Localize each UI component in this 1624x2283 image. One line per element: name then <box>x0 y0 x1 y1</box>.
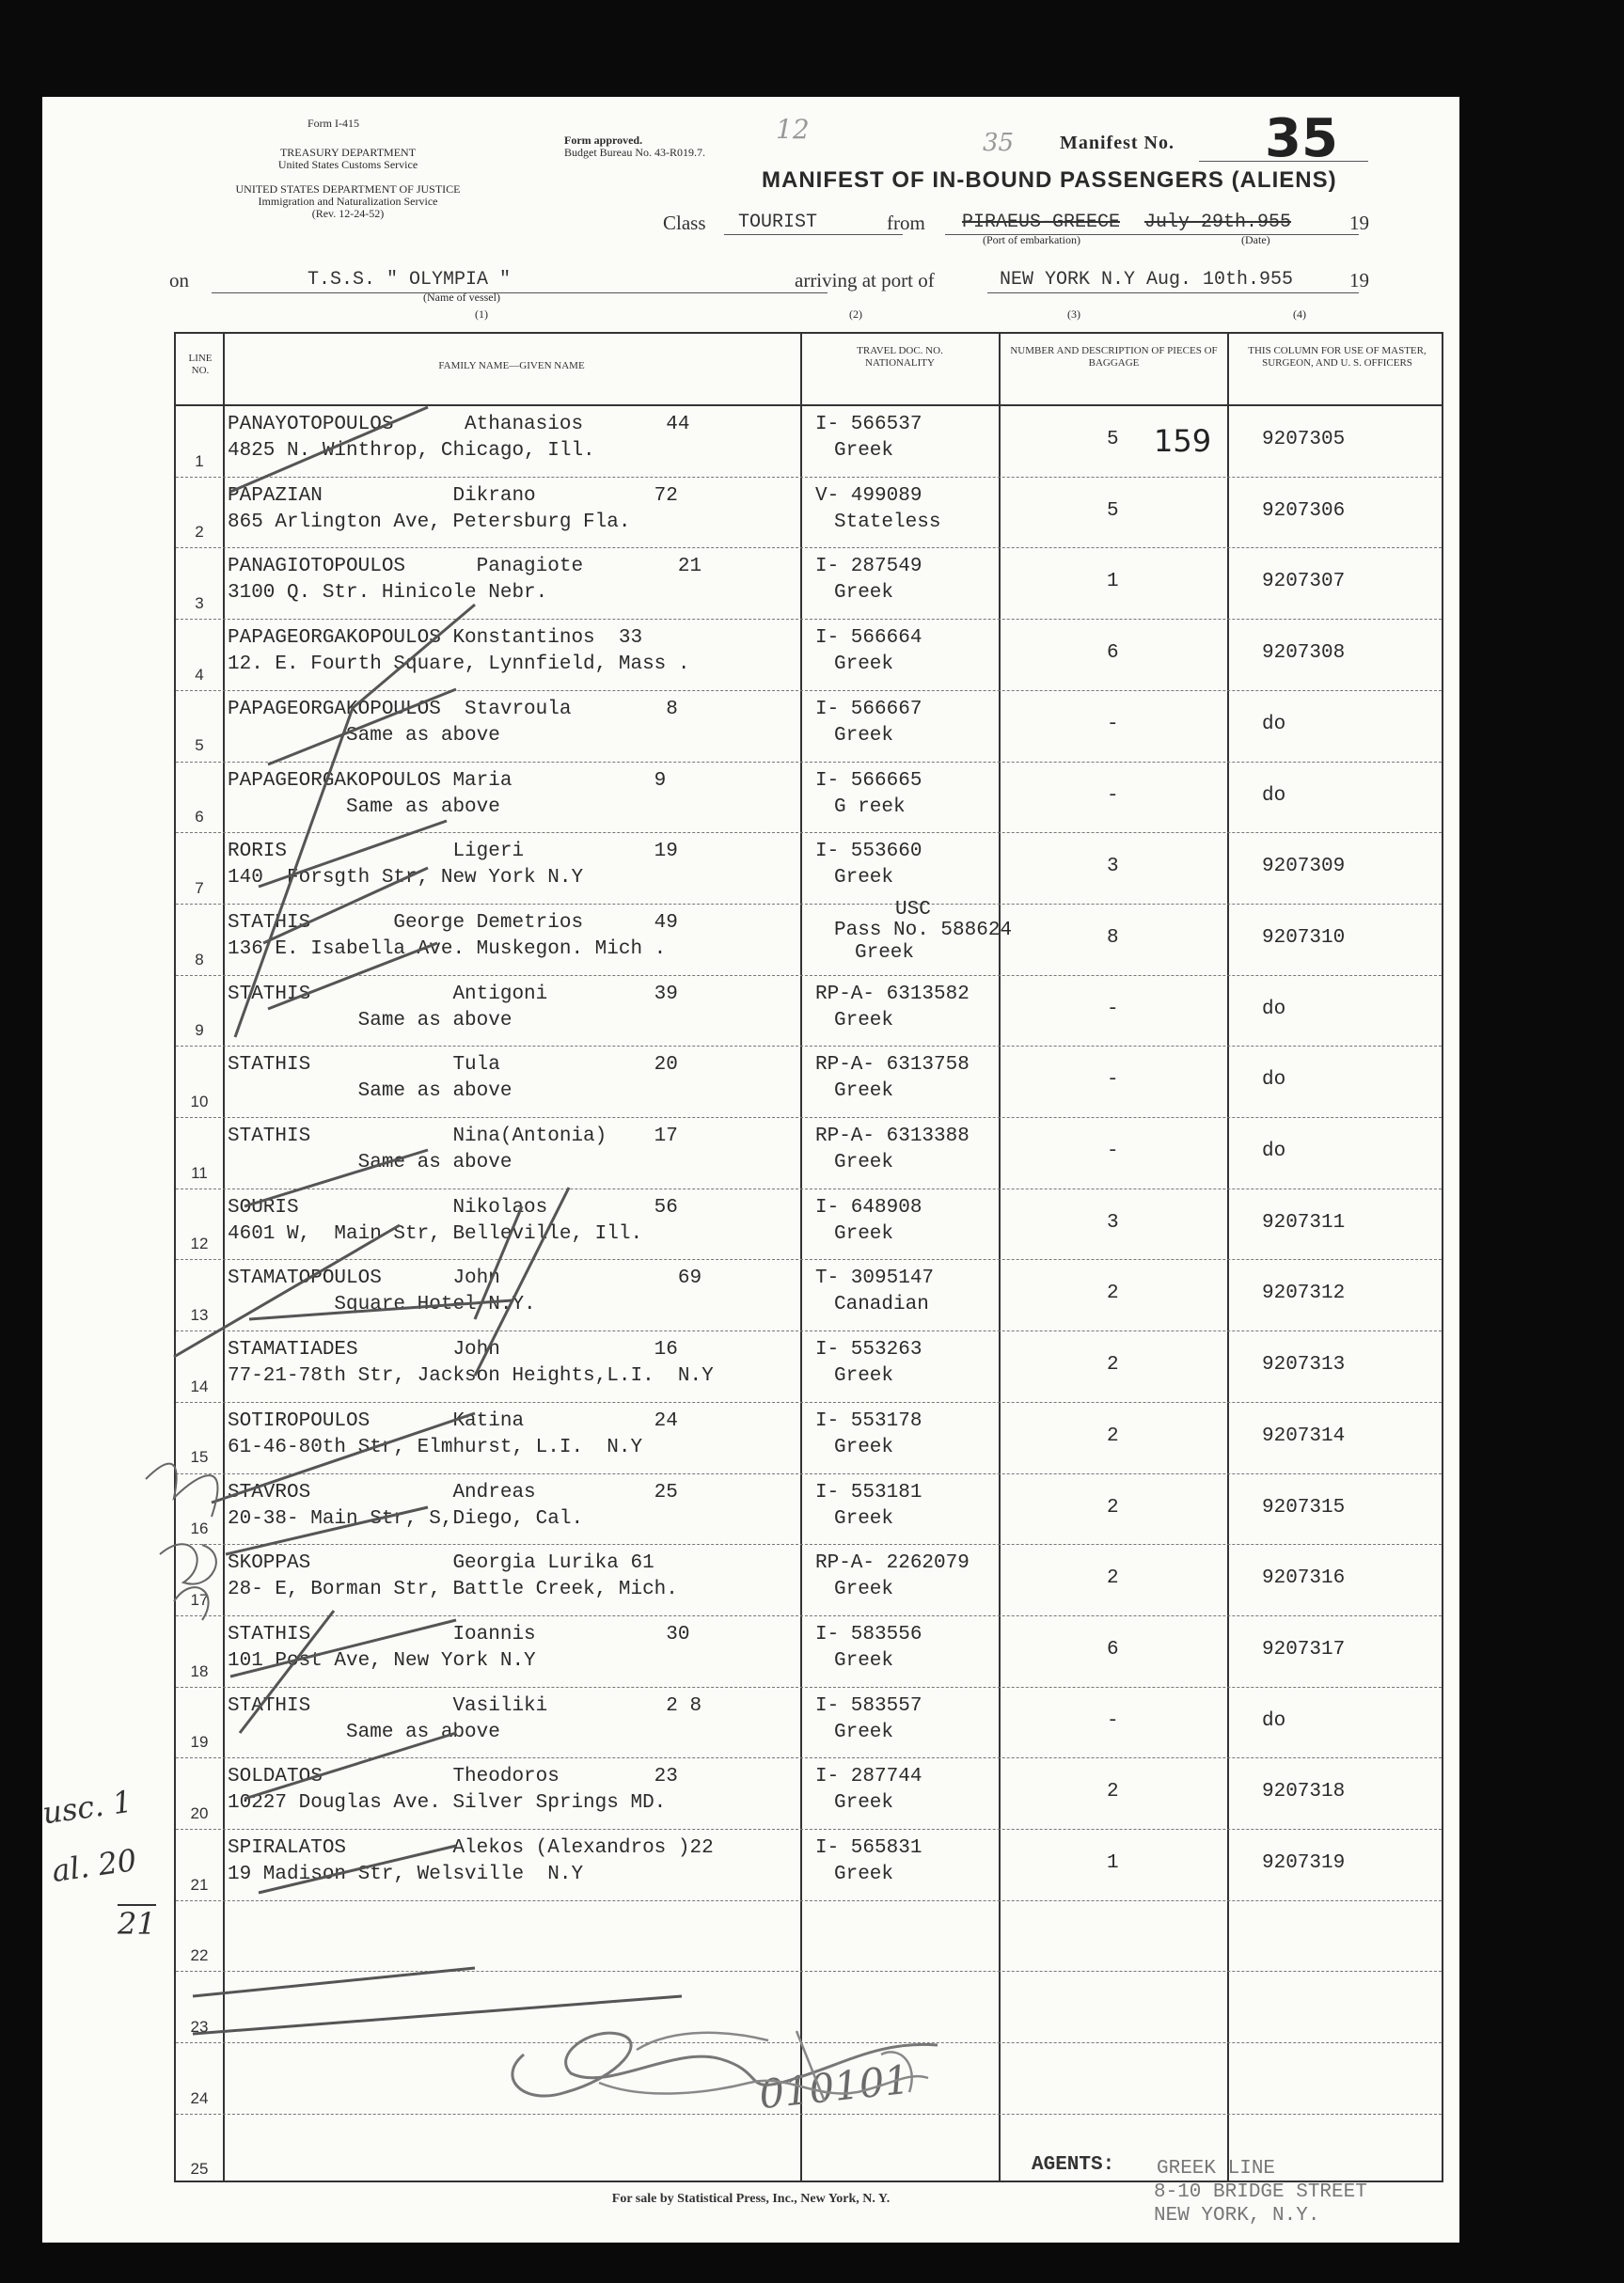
travel-doc-number: RP-A- 6313758 <box>815 1054 970 1077</box>
officer-code: 9207307 <box>1262 571 1346 593</box>
agents-line-3: NEW YORK, N.Y. <box>1154 2205 1320 2227</box>
passenger-name: PAPAGEORGAKOPOULOS Stavroula 8 <box>228 698 678 720</box>
travel-doc-number: I- 565831 <box>815 1837 922 1859</box>
officer-code: 9207310 <box>1262 926 1346 949</box>
vessel-name: T.S.S. " OLYMPIA " <box>307 269 512 291</box>
travel-doc-number: I- 287549 <box>815 556 922 578</box>
passenger-name: STATHIS Nina(Antonia) 17 <box>228 1126 678 1147</box>
line-number: 25 <box>190 2160 209 2179</box>
line-number: 24 <box>190 2088 209 2107</box>
travel-doc-number: RP-A- 6313582 <box>815 983 970 1005</box>
budget-bureau: Budget Bureau No. 43-R019.7. <box>564 146 705 159</box>
baggage-count: - <box>1107 713 1119 735</box>
passenger-name: SOURIS Nikolaos 56 <box>228 1196 678 1219</box>
pencil-mark-35: 35 <box>983 129 1015 157</box>
passenger-address: Same as above <box>228 1721 500 1743</box>
officer-code: do <box>1262 784 1286 807</box>
page-mark: 159 <box>1154 423 1212 459</box>
travel-doc-number: I- 553660 <box>815 841 922 863</box>
line-number: 12 <box>190 1235 209 1253</box>
travel-doc-number: V- 499089 <box>815 484 922 507</box>
form-number: Form I-415 <box>307 117 359 130</box>
officer-code: do <box>1262 998 1286 1020</box>
nationality: Greek <box>834 653 894 676</box>
officer-code: do <box>1262 1141 1286 1162</box>
arriving-label: arriving at port of <box>795 269 935 291</box>
baggage-count: 5 <box>1107 499 1119 522</box>
passenger-address: Same as above <box>228 795 500 818</box>
passenger-address: 3100 Q. Str. Hinicole Nebr. <box>228 582 548 605</box>
column-4-marker: (4) <box>1293 307 1306 321</box>
line-number: 19 <box>190 1733 209 1752</box>
passenger-address: 61-46-80th Str, Elmhurst, L.I. N.Y <box>228 1436 643 1458</box>
passenger-name: STATHIS George Demetrios 49 <box>228 911 678 934</box>
passenger-address: Same as above <box>228 1152 512 1173</box>
nationality: Greek <box>834 1721 894 1743</box>
travel-doc-number-2: Pass No. 588624 <box>834 919 1013 941</box>
baggage-count: 1 <box>1107 1852 1119 1874</box>
nationality: Greek <box>834 1222 894 1245</box>
officer-code: do <box>1262 1709 1286 1732</box>
passenger-name: RORIS Ligeri 19 <box>228 841 678 863</box>
line-number: 20 <box>190 1803 209 1822</box>
line-number: 6 <box>195 808 204 827</box>
passenger-name: PAPAGEORGAKOPOULOS Maria 9 <box>228 769 667 792</box>
passenger-address: Same as above <box>228 1080 512 1103</box>
margin-note-al: al. 20 <box>49 1841 139 1890</box>
travel-doc-number: I- 648908 <box>815 1196 922 1219</box>
line-number: 5 <box>195 736 204 755</box>
class-line <box>724 234 903 235</box>
baggage-count: - <box>1107 998 1119 1020</box>
embarkation-date: July 29th.955 <box>1144 212 1292 233</box>
officer-code: 9207312 <box>1262 1283 1346 1305</box>
treasury-department: TREASURY DEPARTMENT <box>279 146 417 159</box>
line-number: 7 <box>195 878 204 897</box>
ins-service: Immigration and Naturalization Service <box>258 195 438 208</box>
passenger-name: STAVROS Andreas 25 <box>228 1481 678 1504</box>
pencil-mark-12: 12 <box>776 114 810 145</box>
col-header-name: FAMILY NAME—GIVEN NAME <box>438 360 585 371</box>
nationality: Greek <box>834 1507 894 1530</box>
officer-code: 9207318 <box>1262 1781 1346 1803</box>
passenger-address: 10227 Douglas Ave. Silver Springs MD. <box>228 1792 667 1815</box>
travel-doc-number: I- 553178 <box>815 1409 922 1432</box>
line-number: 10 <box>190 1092 209 1110</box>
officer-code: 9207308 <box>1262 642 1346 665</box>
passenger-name: STATHIS Tula 20 <box>228 1054 678 1077</box>
nationality: Greek <box>834 440 894 462</box>
officer-code: 9207309 <box>1262 856 1346 878</box>
travel-doc-number: I- 583557 <box>815 1694 922 1717</box>
col-header-baggage: NUMBER AND DESCRIPTION OF PIECES OF BAGGAGE <box>1010 345 1218 369</box>
travel-doc-number: USC <box>895 898 931 921</box>
passenger-address: 12. E. Fourth Square, Lynnfield, Mass . <box>228 653 690 676</box>
nationality: Greek <box>834 582 894 605</box>
on-label: on <box>169 269 189 291</box>
line-number: 16 <box>190 1519 209 1538</box>
year-prefix: 19 <box>1349 212 1369 234</box>
line-number: 21 <box>190 1875 209 1894</box>
officer-code: 9207317 <box>1262 1638 1346 1661</box>
baggage-count: - <box>1107 1069 1119 1092</box>
nationality: Greek <box>855 941 915 964</box>
col-header-travel-doc: TRAVEL DOC. NO. NATIONALITY <box>857 345 943 369</box>
officer-code: 9207311 <box>1262 1211 1346 1234</box>
passenger-name: SOLDATOS Theodoros 23 <box>228 1766 678 1788</box>
passenger-name: STAMATOPOULOS John 69 <box>228 1267 702 1290</box>
col-header-line-no: LINE NO. <box>188 353 213 376</box>
line-number: 9 <box>195 1021 204 1040</box>
baggage-count: 2 <box>1107 1354 1119 1377</box>
baggage-count: 3 <box>1107 1211 1119 1234</box>
baggage-count: 1 <box>1107 571 1119 593</box>
officer-code: 9207315 <box>1262 1496 1346 1519</box>
pencil-total: 010101 <box>756 2055 912 2118</box>
date-caption: (Date) <box>1241 233 1270 246</box>
manifest-sheet <box>39 97 1459 2243</box>
col-header-officers: THIS COLUMN FOR USE OF MASTER, SURGEON, AND U. S. OFFICERS <box>1248 345 1427 369</box>
nationality: G reek <box>834 795 906 818</box>
passenger-name: STAMATIADES John 16 <box>228 1339 678 1362</box>
nationality: Greek <box>834 1365 894 1388</box>
passenger-address: Same as above <box>228 724 500 747</box>
justice-department: UNITED STATES DEPARTMENT OF JUSTICE <box>235 182 461 196</box>
baggage-count: 5 <box>1107 429 1119 450</box>
passenger-address: Same as above <box>228 1009 512 1031</box>
embarkation-port: PIRAEUS-GREECE <box>962 212 1121 233</box>
line-number: 8 <box>195 950 204 968</box>
travel-doc-number: RP-A- 2262079 <box>815 1552 970 1575</box>
nationality: Stateless <box>834 511 941 533</box>
travel-doc-number: T- 3095147 <box>815 1267 935 1290</box>
passenger-name: SOTIROPOULOS Katina 24 <box>228 1409 678 1432</box>
line-number: 22 <box>190 1946 209 1965</box>
nationality: Greek <box>834 1649 894 1672</box>
line-number: 14 <box>190 1377 209 1395</box>
year-prefix-2: 19 <box>1349 269 1369 291</box>
nationality: Greek <box>834 1152 894 1173</box>
officer-code: 9207314 <box>1262 1425 1346 1447</box>
passenger-name: PAPAGEORGAKOPOULOS Konstantinos 33 <box>228 627 643 650</box>
officer-code: 9207306 <box>1262 499 1346 522</box>
nationality: Greek <box>834 1080 894 1103</box>
passenger-name: SPIRALATOS Alekos (Alexandros )22 <box>228 1837 714 1859</box>
nationality: Greek <box>834 1864 894 1885</box>
manifest-number-label: Manifest No. <box>1060 133 1175 153</box>
form-approved: Form approved. <box>564 134 643 147</box>
agents-line-1: GREEK LINE <box>1157 2158 1276 2180</box>
baggage-count: 6 <box>1107 1638 1119 1661</box>
from-label: from <box>887 212 925 234</box>
officer-code: 9207319 <box>1262 1852 1346 1874</box>
passenger-name: SKOPPAS Georgia Lurika 61 <box>228 1552 654 1575</box>
line-number: 18 <box>190 1661 209 1680</box>
passenger-address: 4825 N. Winthrop, Chicago, Ill. <box>228 440 595 462</box>
travel-doc-number: I- 583556 <box>815 1623 922 1645</box>
travel-doc-number: I- 566664 <box>815 627 922 650</box>
nationality: Greek <box>834 1792 894 1815</box>
arrival-line <box>987 292 1359 293</box>
passenger-name: STATHIS Vasiliki 2 8 <box>228 1694 702 1717</box>
nationality: Greek <box>834 724 894 747</box>
line-number: 3 <box>195 594 204 613</box>
passenger-address: 77-21-78th Str, Jackson Heights,L.I. N.Y <box>228 1365 714 1388</box>
travel-doc-number: RP-A- 6313388 <box>815 1126 970 1147</box>
nationality: Greek <box>834 1009 894 1031</box>
line-number: 13 <box>190 1306 209 1325</box>
line-number: 4 <box>195 665 204 684</box>
baggage-count: - <box>1107 1141 1119 1162</box>
travel-doc-number: I- 566665 <box>815 769 922 792</box>
nationality: Greek <box>834 1436 894 1458</box>
officer-code: 9207316 <box>1262 1567 1346 1590</box>
port-caption: (Port of embarkation) <box>983 233 1080 246</box>
baggage-count: - <box>1107 1709 1119 1732</box>
customs-service: United States Customs Service <box>277 158 418 171</box>
line-number: 11 <box>191 1163 208 1182</box>
line-number: 23 <box>190 2018 209 2037</box>
arrival-port: NEW YORK N.Y Aug. 10th.955 <box>1000 269 1294 291</box>
officer-code: 9207305 <box>1262 429 1346 450</box>
nationality: Greek <box>834 1579 894 1601</box>
passenger-name: STATHIS Ioannis 30 <box>228 1623 690 1645</box>
passenger-name: STATHIS Antigoni 39 <box>228 983 678 1005</box>
travel-doc-number: I- 287744 <box>815 1766 922 1788</box>
column-2-marker: (2) <box>849 307 862 321</box>
passenger-address: 140 Forsgth Str, New York N.Y <box>228 867 584 890</box>
passenger-address: 136 E. Isabella Ave. Muskegon. Mich . <box>228 937 667 960</box>
passenger-address: 28- E, Borman Str, Battle Creek, Mich. <box>228 1579 678 1601</box>
margin-note-usc: usc. 1 <box>39 1783 134 1832</box>
officer-code: do <box>1262 713 1286 735</box>
manifest-number-line <box>1199 161 1368 162</box>
agents-label: AGENTS: <box>1032 2154 1115 2176</box>
baggage-count: 2 <box>1107 1496 1119 1519</box>
vessel-caption: (Name of vessel) <box>423 291 500 304</box>
travel-doc-number: I- 553181 <box>815 1481 922 1504</box>
baggage-count: - <box>1107 784 1119 807</box>
nationality: Canadian <box>834 1294 929 1316</box>
pencil-check-marks <box>118 379 832 2165</box>
line-number: 1 <box>195 451 204 470</box>
baggage-count: 2 <box>1107 1283 1119 1305</box>
manifest-number: 35 <box>1265 108 1338 169</box>
passenger-address: Square Hotel N.Y. <box>228 1294 536 1316</box>
baggage-count: 6 <box>1107 642 1119 665</box>
passenger-address: 4601 W, Main Str, Belleville, Ill. <box>228 1222 643 1245</box>
travel-doc-number: I- 566537 <box>815 414 922 435</box>
baggage-count: 8 <box>1107 926 1119 949</box>
column-1-marker: (1) <box>475 307 488 321</box>
passenger-name: PAPAZIAN Dikrano 72 <box>228 484 678 507</box>
passenger-name: PANAGIOTOPOULOS Panagiote 21 <box>228 556 702 578</box>
margin-note-21: 21 <box>118 1906 156 1942</box>
agents-line-2: 8-10 BRIDGE STREET <box>1154 2181 1367 2203</box>
nationality: Greek <box>834 867 894 890</box>
passenger-address: 865 Arlington Ave, Petersburg Fla. <box>228 511 631 533</box>
baggage-count: 2 <box>1107 1567 1119 1590</box>
vessel-line <box>212 292 828 293</box>
baggage-count: 3 <box>1107 856 1119 878</box>
travel-doc-number: I- 566667 <box>815 698 922 720</box>
publisher-footer: For sale by Statistical Press, Inc., New York, N. Y. <box>611 2192 891 2206</box>
revision-date: (Rev. 12-24-52) <box>311 207 385 220</box>
baggage-count: 2 <box>1107 1425 1119 1447</box>
line-number: 17 <box>190 1590 209 1609</box>
travel-doc-number: I- 553263 <box>815 1339 922 1362</box>
passenger-address: 101 Post Ave, New York N.Y <box>228 1649 536 1672</box>
column-3-marker: (3) <box>1067 307 1080 321</box>
class-label: Class <box>663 212 706 234</box>
baggage-count: 2 <box>1107 1781 1119 1803</box>
line-number: 2 <box>195 523 204 542</box>
passenger-name: PANAYOTOPOULOS Athanasios 44 <box>228 414 690 435</box>
officer-code: 9207313 <box>1262 1354 1346 1377</box>
passenger-address: 20-38- Main Str, S,Diego, Cal. <box>228 1507 584 1530</box>
passenger-address: 19 Madison Str, Welsville N.Y <box>228 1864 584 1885</box>
class-value: TOURIST <box>738 212 818 233</box>
officer-code: do <box>1262 1069 1286 1092</box>
manifest-title: MANIFEST OF IN-BOUND PASSENGERS (ALIENS) <box>762 167 1337 193</box>
line-number: 15 <box>190 1448 209 1467</box>
